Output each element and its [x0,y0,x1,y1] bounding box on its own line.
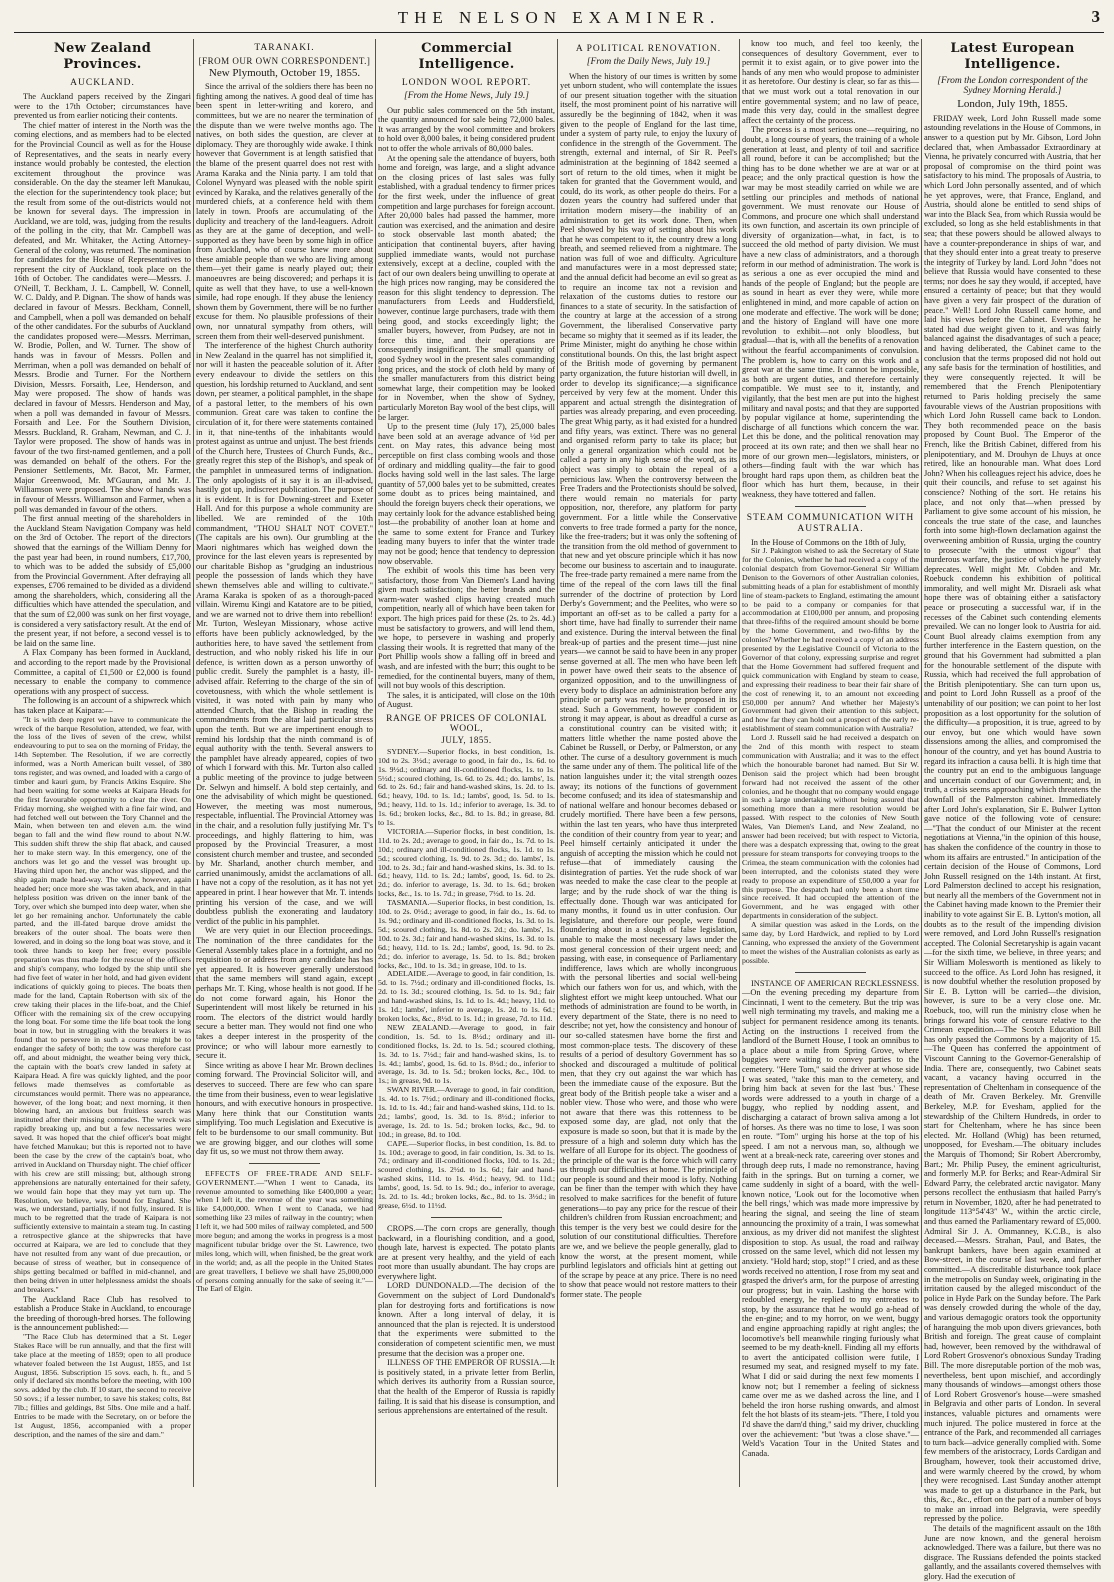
section-heading-european: Latest European Intelligence. [950,41,1075,72]
prices-date: JULY, 1855. [441,735,492,746]
column-5 [742,39,919,1487]
paragraph: ILLNESS OF THE EMPEROR OF RUSSIA.—It is positively stated, in a private letter from Berlin, which derives its authority from a Russian source, that the health of the Emperor of Russia is rapidly failing. It is said that his disease is consumption, and serious apprehensions are entertained of the result. [378,1358,555,1416]
quote-paragraph: A similar question was asked in the Lords, on the same day, by Lord Hardwick, and replied to by Lord Canning, who expressed the anxiety of the Government to meet the wishes of the Australian colonists as early as possible. [742,920,919,965]
column-rule [193,39,194,1487]
source-line: [From the Home News, July 19.] [404,91,529,101]
paragraph: The sales, it is anticipated, will close on the 10th of August. [378,690,555,710]
paragraph: know too much, and feel too keenly, the consequences of desultory Government, ever to permit it to exist again, or to give power into the hands of any men who would propose to administer it as heretofore. Our destiny is clear, so far as this—that we must work out a total renovation in our entire governmental system; and no law of peace, made this very day, could in the smallest degree affect the certainty of the process. [742,39,919,125]
paragraph: The Auckland Race Club has resolved to establish a Produce Stake in Auckland, to encourage the breeding of thorough-bred horses. The following is the announcement published:— [14,1294,191,1333]
column-2 [196,39,373,1487]
paragraph: The chief matter of interest in the North was the coming elections, and as members had to be elected for the Provincial Council as well as for the House of Representatives, and the seats in nearly every instance would probably be contested, the election excitement throughout the province was considerable. On the day the steamer left Manukau, the election for the superintendency took place; but the result from some of the out-districts would not be known for several days. The impression in Auckland, we are told, was, judging from the results of the polling in the city, that Mr. Campbell was defeated, and Mr. Whitaker, the Acting Attorney-General of the colony, was returned. The nomination for candidates for the House of Representatives to represent the city of Auckland, took place on the 16th of October. The candidates were—Messrs. J. O'Neill, T. Beckham, J. L. Campbell, W. Connell, W. C. Daldy, and P. Dignan. The show of hands was declared in favour of Messrs. Beckham, Connell, and Campbell, when a poll was demanded on behalf of the other candidates. For the suburbs of Auckland the candidates proposed were—Messrs. Merriman, W. Brodie, Pollen, and W. Turner. The show of hands was in favour of Messrs. Pollen and Merriman, when a poll was demanded on behalf of Messrs. Brodie and Turner. For the Northern Division, Messrs. Forsaith, Lee, Henderson, and May were proposed. The show of hands was declared in favour of Messrs. Henderson and May, when a poll was demanded in favour of Messrs. Forsaith and Lee. For the Southern Division, Messrs. Buckland, R. Graham, Newman, and C. J. Taylor were proposed. The show of hands was in favour of the two first-named gentlemen, and a poll was demanded on behalf of the others. For the Pensioner Settlements, Mr. Bacot, Mr. Farmer, Major Greenwood, Mr. M'Gauran, and Mr. J. Williamson were proposed. The show of hands was in favour of Messrs. Williamson and Farmer, when a poll was demanded in favour of the others. [14,120,191,514]
source-line: [FROM OUR OWN CORRESPONDENT.] [198,56,371,66]
dateline: New Plymouth, October 19, 1855. [208,66,361,79]
source-line: [From the Daily News, July 19.] [586,57,711,67]
column-rule [921,39,922,1487]
price-entry: CAPE.—Superior flocks, in best condition, 1s. 8d. to 1s. 10d.; average to good, in fair condition, 1s. 3d. to 1s. 7d.; ordinary and ill-conditioned flocks, 10d. to 1s. 2d.; scoured clothing, 1s. 2½d. to 1s. 6d.; fair and hand-washed skins, 11d. to 1s. 4½d.; heavy, 9d. to 11d.; lambs', good, 1s. 5d. to 1s. 9d.; do., inferior to average, 1s. 2d. to 1s. 4d.; broken locks, &c., 8d. to 1s. 3½d.; in grease, 6½d. to 11½d. [378,1138,555,1210]
prices-heading: RANGE OF PRICES OF COLONIAL WOOL, [386,714,547,734]
source-line: [From the London correspondent of the Sydney Morning Herald.] [937,76,1088,96]
shipwreck-quote [14,716,191,1295]
price-entry: TASMANIA.—Superior flocks, in best condition, 1s. 10d. to 2s. 0½d.; average to good, in fair do., 1s. 6d. to 1s. 9d.; ordinary and ill-conditioned flocks, 1s. 3d. to 1s. 5d.; scoured clothing, 1s. 8d. to 2s. 2d.; do. lambs', 1s. 10d. to 2s. 3d.; fair and hand-washed skins, 1s. 3d. to 1s. 6d.; heavy, 11d. to 1s. 2d.; lambs', good, 1s. 9d. to 2s. 2d.; do. inferior to average, 1s. 5d. to 1s. 8d.; broken locks, &c., 10d. to 1s. 3d.; in grease, 10d. to 1s. [378,898,555,970]
page-number: 3 [1091,7,1100,26]
subheading-wool-report: LONDON WOOL REPORT. [401,78,532,88]
masthead [14,6,1104,33]
extract-title: EFFECTS OF FREE-TRADE AND SELF-GOVERNMENT. [196,1168,373,1187]
paragraph: At the opening sale the attendance of buyers, both home and foreign, was large, and a slight advance on the closing prices of last sales was fully established, with a gradual tendency to firmer prices for the first week, under the influence of great competition and large purchases for foreign account. After 20,000 bales had passed the hammer, more caution was exercised, and the animation and desire to stock observable last month abated; the anticipation that continental buyers, after having supplied immediate wants, would not purchase extensively, except at a decline, coupled with the fact of our own dealers being unwilling to operate at the high prices now ranging, may be considered the reason for this slight tendency to depression. The manufacturers from Leeds and Huddersfield, however, continue large purchasers, trade with them being good, and stocks exceedingly light; the smaller buyers, however, from Pudsey, are not in force this time, and their operations are consequently insignificant. The small quantity of good Sydney wool in the present sales commanding long prices, and the stock of cloth held by many of the smaller manufacturers from this district being somewhat large, their competition may be looked for in November, when the show of Sydney, particularly Moreton Bay wool of the best clips, will be larger. [378,153,555,422]
paragraph: CROPS.—The corn crops are generally, though backward, in a flourishing condition, and a good, though late, harvest is expected. The potato plants are at present very healthy, and the yield of each root more than usually abundant. The hay crops are everywhere light. [378,1223,555,1281]
elgin-extract [196,1170,373,1295]
paragraph: Since writing as above I hear Mr. Brown declines coming forward. The Provincial Solicitor will, and deserves to succeed. There are few who can spare the time from their business, even to wear legislative honours, and with executive honours in prospective. Many here think that our Constitution wants simplifying. Too much Legislation and Executive is felt to be burdensome to our small community. But we are growing bigger, and our clothes will some day fit us, so we must not throw them away. [196,1060,373,1157]
subheading-auckland: AUCKLAND. [70,78,135,88]
quote-paragraph: "The Race Club has determined that a St. Leger Stakes Race will be run annually, and that the first will take place at the meeting of 1859; open to all produce whatever foaled between the 1st August, 1855, and 1st August, 1856. Subscription 15 sovs. each, h. ft., and 5 only if declared six months before the meeting, with 100 sovs. added by the club. If 10 start, the second to receive 50 sovs.; if a lesser number, to save his stakes; colts, 8st 7lb.; fillies and geldings, 8st 5lbs. One mile and a half. Entries to be made with the Secretary, on or before the 1st August, 1856, accompanied with a proper description, and the names of the sire and dam." [14,1331,191,1439]
wool-prices [378,748,555,1211]
section-heading-commercial: Commercial Intelligence. [418,41,515,72]
divider [795,506,866,507]
paragraph: The first annual meeting of the shareholders in the Auckland Steam Navigation Company was held on the 3rd of October. The report of the directors showed that the earnings of the William Denny for the past year had been, in round numbers, £17,700, to which was to be added the subsidy of £5,000 from the Provincial Government. After defraying all expenses, £706 remained to be divided as a dividend among the shareholders, which, considering all the difficulties which have attended the speculation, and that the sum of £2,000 was sunk on her first voyage, is considered a very satisfactory result. At the end of the present year, if not before, a second vessel is to be laid on the same line. [14,514,191,648]
paragraph: The process is a most serious one—requiring, no doubt, a long course of years, the training of a whole generation at least, and plenty of toil and sacrifice all round, before it can be accomplished; but the thing has to be done whether we are at war or at peace; and the only practical question is how the war may be most steadily carried on while we are settling our principles and methods of national government. We must renovate our House of Commons, and procure one which shall understand its own function, and ascertain its own principle of diversity of organization—what, in fact, is to succeed the old method of party division. We must have a new class of administrators, and a thorough reform in our method of administration. The work is as serious a one as ever occupied the mind and hands of the people of England; but the people are as sound in heart as ever they were, while more enlightened in mind, and more capable of action on one moderate and effective. The work will be done; and the history of England will have one more revolution to exhibit—not only bloodless, but gradual—that is, with all the benefits of a renovation without the fearful accompaniments of convulsion. The problem is, how to carry on this work and a great war at the same time. It cannot be impossible, as both are urgent duties, and therefore certainly compatible. We must see to it, instantly, and vigilantly, that the best men are put into the highest military and naval posts; and that they are supported by popular vigilance at home, superintending the discharge of all functions which concern the war. Let this be done, and the political renovation may proceed at its own rate; and then we shall hear no more of our grown men—legislators, ministers, or others—finding fault with the war which has brought hard raps upon them, as children beat the floor which has hurt them, because, in their weakness, they have tottered and fallen. [742,125,919,499]
article-auckland [14,92,191,1440]
race-announcement [14,1333,191,1440]
section-heading-nz-provinces: New Zealand Provinces. [53,41,152,72]
subheading-steam-communication: STEAM COMMUNICATION WITH AUSTRALIA. [746,512,915,534]
paragraph: FRIDAY week, Lord John Russell made some astounding revelations in the House of Commons, in answer to a question put by Mr. Gibson, Lord John declared that, when Ambassador Extraordinary at Vienna, he privately concurred with Austria, that her proposal of compromise on the third point was satisfactory to his mind. The proposals of Austria, to which Lord John personally assented, and of which he yet approves, were, that France, England, and Austria, should alone be entitled to send ships of war into the Black Sea, from which Russia would be excluded, so long as she held establishments in that sea; that these powers should be allowed always to have a counter-preponderance in ships of war, and that they should enter into a great treaty to preserve the integrity of Turkey by land. Lord John "does not believe that Russia would have consented to these terms; nor does he say they would, if accepted, have ensured a certainty of peace; but that they would have given a very fair prospect of the duration of peace." Well! Lord John Russell came home, and laid his views before the Cabinet. Everything he stated had due weight given to it, and was fairly balanced against the disadvantages of such a peace; and having deliberated, the Cabinet came to the conclusion that the terms proposed did not hold out any safe basis for the termination of hostilities, and they were consequently rejected. It will be remembered that the French Plenipotentiary returned to Paris holding precisely the same favourable views of the Austrian propositions with which Lord John Russell came back to London. They both recommended peace on the basis proposed by Count Buol. The Emperor of the French, like the British Cabinet, differed from his plenipotentiary, and M. Drouhyn de Lhuys at once retired, like an honourable man. What does Lord John? When his colleagues reject his advice, does he quit their councils, and refuse to set against his conscience? Nothing of the sort. He retains his place, and not only that—when pressed by Parliament to give some account of his mission, he conceals the true state of the case, and launches forth into some high-flown declamation against the overweening ambition of Russia, urging the country to prosecute "with the utmost vigour" that murderous warfare, the justice of which he privately deprecates. Well might Mr. Cobden and Mr. Roebuck condemn his exhibition of political immorality, and well might Mr. Disraeli ask what hope there was of obtaining either a satisfactory peace or prosecuting a successful war, if in the recesses of the Cabinet such contending elements prevailed. We can no longer look to Austria for aid. Count Buol already claims exemption from any further interference in the Eastern question, on the ground that his Government had submitted a plan for the honourable settlement of the dispute with Russia, which had received the full approbation of the British plenipotentiary. She can turn upon us, and point to Lord John Russell as a proof of the untenability of our position; we can point to her lost proposition as a lost opportunity for the solution of the difficulty—a proposition, it is true, agreed to by our envoy, but one which would have sown dissensions among the allies, and compromised the honour of the country, and yet has bound Austria to regard its infraction a causa belli. It is high time that the country put an end to the ambiguous language and uncertain conduct of our Government; and, in truth, a crisis seems approaching which threatens the downfall of the Palmerston cabinet. Immediately after Lord John's explanation, Sir E. Bulwer Lytton gave notice of the following vote of censure:—"That the conduct of our Minister at the recent negotiations at Vienna,"in the opinion of this house, has shaken the confidence of the country in those to whom its affairs are entrusted." In anticipation of the certain decision of the House of Commons, Lord John Russell resigned on the 14th instant. At first, Lord Palmerston declined to accept his resignation, but nearly all the members of the Government not in the Cabinet having made known to the Premier their inability to vote against Sir E. B. Lytton's motion, all doubts as to the result of the impending division were removed, and Lord John Russell's resignation accepted. The Colonial Secretaryship is again vacant—for the sixth time, we believe, in three years; and Sir William Molesworth is mentioned as likely to succeed to the office. As Lord John has resigned, it is now doubtful whether the resolution proposed by Sir E. B. Lytton will be carried—the division, however, is sure to be a very close one. Mr. Roebuck, too, will run the ministry close when he brings forward his vote of censure relative to the Crimean expedition.—The Scotch Education Bill has only passed the Commons by a majority of 15.—The Queen has conferred the appointment of Viscount Canning to the Governor-Generalship of India. There are, consequently, two Cabinet seats vacant, a vacancy having occurred in the representation of Cheltenham in consequence of the death of Mr. Craven Berkeley. Mr. Grenville Berkeley, M.P. for Evesham, applied for the stewardship of the Chiltern Hundreds, in order to start for Cheltenham, where he has since been elected. Mr. Holland (Whig) has been returned, unopposed, for Evesham.—The obituary includes the Marquis of Thomond; Sir Robert Abercromby, Bart.; Mr. Philip Pusey, the eminent agriculturist, and formerly M.P. for Berks; and Rear-Admiral Sir Edward Parry, the celebrated arctic navigator. Many persons recollect the enthusiasm that hailed Parry's return in November, 1820, after he had penetrated to longitude 113°54′43″ W., within the arctic circle, and thus earned the Parliamentary reward of £5,000. Admiral Sir J. A. Ommanney, K.C.B., is also deceased.—Messrs. Strahan, Paul, and Bates, the bankrupt bankers, have been again examined at Bow-street, in the course of last week, and further committed.—A discreditable disturbance took place in the metropolis on Sunday week, originating in the irritation caused by the alleged misconduct of the police in Hyde Park on the Sunday before. The Park was densely crowded during the whole of the day, and various demagogic orators took the opportunity of haranguing the mob upon divers grievances, both British and foreign. The great cause of complaint had, however, been removed by the withdrawal of Lord Robert Grosvenor's obnoxious Sunday Trading Bill. The more disreputable portion of the mob was, nevertheless, bent upon mischief, and accordingly many thousands of windows—amongst others those of Lord Robert Grosvenor's house—were smashed in Belgravia and other parts of London. In several instances, valuable pictures and ornaments were much injured. The police mustered in force at the entrance of the Park, and recommended all carriages to turn back—advice generally complied with. Some few members of the aristocracy, Lords Cardigan and Brougham, however, took their accustomed drive, and were warmly cheered by the crowd, by whom they were recognised. Last Sunday another attempt was made to get up a disturbance in the Park, but this, &c., &c., effort on the part of a number of boys to make an inroad into Belgravia, were speedily repressed by the police. [924,113,1101,1524]
column-4 [560,39,737,1487]
paragraph: In the House of Commons on the 18th of July, [751,537,906,547]
extract-text: —"When I went to Canada, its revenue amounted to something like £400,000 a year; when I left it, the revenue of the year was something like £4,000,000. When I went to Canada, we had something like 23 miles of railway in the country; when I left it, we had 500 miles of railway completed, and 500 more begun; and among the works in progress is a most magnificent tubular bridge over the St. Lawrence, two miles long, which will, when finished, be the great work in the world; and, as all the people in the United States are great travellers, I believe we shall have 25,000,000 of persons coming annually for the sake of seeing it."—The Earl of Elgin. [196,1177,373,1294]
columns [14,39,1104,1582]
column-6 [924,39,1101,1582]
paragraph: The Auckland papers received by the Zingari were to the 17th October; circumstances have prevented us from earlier noticing their contents. [14,92,191,121]
paragraph: Since the arrival of the soldiers there has been no fighting among the natives. A good deal of time has been spent in letter-writing and korero, and committees, but we are no nearer the termination of the dispute than we were twelve months ago. The natives, on both sides the question, are clever at diplomacy. They are thoroughly wide awake. I think however that Government is at length satisfied that the blame of the present quarrel does not rest with Arama Karaka and the Ninia party. I am told that Colonel Wynyard was pleased with the noble spirit evinced by Karaka, and the relatives generally of the murdered chiefs, at a conference held with them lately in town. Proofs are accumulating of the duplicity and treachery of the land-leaguers. Adroit as they are at the game of deception, and well-supported as they have been by some high in office from Auckland, who of course knew more about these amiable people than we who are living among them—yet their game is nearly played out; their manoeuvres are being discovered; and perhaps it is quite as well that they have, to use a well-known simile, had rope enough. If they abuse the leniency shown them by Government, there will be no further excuse for them. No plausible professions of their own, nor unnatural sympathy from others, will screen them from their well-deserved punishment. [196,82,373,341]
paragraph: A Flax Company has been formed in Auckland, and according to the report made by the Provisional Committee, a capital of £1,500 or £2,000 is found necessary to enable the company to commence operations with any prospect of success. [14,648,191,696]
column-rule [557,39,558,1487]
paragraph: We are very quiet in our Election proceedings. The nomination of the three candidates for the General Assembly takes place in a fortnight, and no requisition to or address from any candidate has has yet appeared. It is however generally understood that the same members will stand again, except perhaps Mr. T. King, whose health is not good. If he do not come forward again, his Honor the Superintendent will most likely be returned in his room. The electors of the district would hardly secure a better man. They would not find one who takes a deeper interest in the prosperity of the province; or who will labour more earnestly to secure it. [196,926,373,1061]
newspaper-title: THE NELSON EXAMINER. [397,8,721,27]
price-entry: SWAN RIVER.—Average to good, in fair condition, 1s. 4d. to 1s. 7½d.; ordinary and ill-conditioned flocks, 1s. 1d. to 1s. 4d.; fair and hand-washed skins, 11d. to 1s. 2d.; lambs', good, 1s. 3d. to 1s. 8½d.; inferior to average, 1s. 2d. to 1s. 5d.; broken locks, &c., 9d. to 10d.; in grease, 8d. to 10d. [378,1085,555,1139]
subheading-taranaki: TARANAKI. [254,43,315,53]
quote-paragraph: "It is with deep regret we have to communicate the wreck of the barque Resolution, attended, we fear, with the loss of the lives of seven of the crew, whilst endeavouring to put to sea on the morning of Friday, the 14th September. The Resolution, if we are correctly informed, was a North American built vessel, of 380 tons register, and was owned, and loaded with a cargo of timber and kauri gum, by Francis Atkins Esquire. She had been waiting for some weeks at Kaipara Heads for the first favourable opportunity to clear the river. On Friday morning, she weighed with a fine fair wind, and had fetched well out between the Tory Channel and the Main, when between ten and eleven a.m. the wind began to fall and the wind flew round to about N.W. This sudden shift threw the ship flat aback, and caused her to make stern way. In this emergency, one of the anchors was let go and the vessel was brought up. Having third upon her, the anchor was slipped, and the ship again made head-way. The wind, however, again headed her; once more she was taken aback, and in that helpless position was driven on the inner bank of the Tory, over which she bumped into deep water, when she let go her remaining anchor. Unfortunately the cable parted, and the ill-fated barque drove amidst the breakers of the outer shoal. The boats were then lowered, and in doing so the long boat was stove, and it took three hands to keep her free; every possible preparation was thus made for the rescue of the officers and ship's company, who lodged by the ship until she had five feet of water in her hold, and had given evident indications of quickly going to pieces. The boats then made for the land, Captain Robertson with six of the crew taking their places in the life-boat, and the Chief Officer with the remaining six of the crew occupying the long boat. For some time the life boat took the long boat in tow, but in struggling with the breakers it was found that to persevere in such a course might be to endanger the safety of both; the tow was therefore cast off, and about midnight, the weather being very thick, the captain with the boat's crew landed in safety at Kaipara Head. A fire was quickly lighted, and the poor fellows made themselves as comfortable as circumstances would permit. There was no appearance, however, of the long boat; and next morning, it then blowing hard, an anxious but fruitless search was instituted after their missing comrades. The wreck was rapidly breaking up, and but a few necessaries were saved. It was hoped that the chief officer's boat might have fetched Manukau; but this is reported not to have been the case by the crew of the captain's boat, who arrived in Auckland on Thursday night. The chief officer with his crew are still missing; but, although strong apprehensions are naturally entertained for their safety, we would fain hope that they may yet turn up. The Resolution, we believe, was bound for England. She was, we understand, partially, if not fully, insured. It is much to be regretted that the trade of Kaipara is not sufficiently extensive to maintain a steam tug. In casting a retrospective glance at the shipwrecks that have occurred at Kaipara, we are led to conclude that they have not resulted from any want of due precaution, or because of stress of weather, but in consequence of ships getting becalmed or baffled in mid-channel, and then being driven in utter helplessness amidst the shoals and breakers." [14,714,191,1294]
paragraph: Our public sales commenced on the 5th instant, the quantity announced for sale being 72,000 bales. It was arranged by the wool committee and brokers to hold over 8,000 bales, it being considered prudent not to offer the whole arrivals of 80,000 bales. [378,105,555,153]
price-entry: VICTORIA.—Superior flocks, in best condition, 1s. 11d. to 2s. 2d.; average to good, in fair do., 1s. 7d. to 1s. 10d.; ordinary and ill-conditioned flocks, 1s. 1d. to 1s. 5d.; scoured clothing, 1s. 9d. to 2s. 3d.; do. lambs', 1s. 10d. to 2s. 3d.; fair and hand-washed skins, 1s. 3d. to 1s. 6d.; heavy, 11d. to 1s. 2d.; lambs', good, 1s. 6d. to 2s. 2d.; do. inferior to average, 1s. 3d. to 1s. 6d.; broken locks, &c., 1s. to 1s. 7d.; in grease, 7½d. to 1s. 2d. [378,826,555,899]
paragraph: LORD DUNDONALD.—The decision of the Government on the subject of Lord Dundonald's plan for destroying forts and fortifications is now known. After a long interval of delay, it is announced that the plan is rejected. It is understood that the experiments were submitted to the consideration of competent scientific men, we must presume that the decision was a proper one. [378,1281,555,1358]
price-entry: ADELAIDE.—Average to good, in fair condition, 1s. 5d. to 1s. 7½d.; ordinary and ill-conditioned flocks, 1s. 2d. to 1s. 3d.; scoured clothing, 1s. 5d. to 1s. 9d.; fair and hand-washed skins, 1s. 1d. to 1s. 4d.; heavy, 11d. to 1s. 1d.; lambs', inferior to average, 1s. 2d. to 1s. 6d.; broken locks, &c., 8½d. to 1s. 1d.; in grease, 7d. to 11d. [378,969,555,1023]
paragraph: When the history of our times is written by some yet unborn student, who will contemplate the issues of our present situation together with the situation itself, the most prominent point of his narrative will assuredly be the beginning of 1842, when it was given to the people of England for the last time, under a system of party rule, to enjoy the luxury of confidence in the strength of the Government. The strength, external and internal, of Sir R. Peel's administration at the beginning of 1842 seemed a sort of return to the old times, when it might be taken for granted that the Government would, and could, do its work, as other people do theirs. For a dozen years the country had suffered under that irritation modern misery—the inability of an administration to get its work done. Then, when Peel showed by his way of setting about his work that he was competent to it, the country drew a long breath, and seemed relieved from a nightmare. The nation was full of woe and difficulty. Agriculture and manufactures were in a most depressed state; and the annual deficit had become an evil so great as to require an income tax not a revision and relaxation of the customs duties to restore our finances to a state of security. In the satisfaction of the country at large at the accession of a strong Government, the liberalised Conservative party became so mighty that it seemed as if its leader, the Prime Minister, might do anything he chose within constitutional bounds. On this, the last bright aspect of the British mode of governing by permanent party organization, the future historian will dwell, in order to develop its significance;—a significance perceived by very few at the moment. Under this apparent and actual strength the disintegration of parties was already preparing, and even proceeding. The great Whig party, as it had existed for a hundred and fifty years, was extinct. There was no general and organised reform party to take its place; but only a general organization which could not be called a party in any high sense of the word, as its object was simply to obtain the repeal of a pernicious law. When the controversy between the Free Traders and the Protectionists should be solved, there would remain no materials for party opposition, nor, therefore, any platform for party government. For a little while the Conservative converts to free trade formed a party for the nonce, like the free-traders; but it was only the softening of the transition from the old method of government to that new and yet obscure principle which it has now become our business to ascertain and to inaugurate. The free-trade party remained a mere name from the time of the repeal of the corn laws till the final surrender of the doctrine of protection by Lord Derby's Government; and the Peelites, who were so important an off-set as to be called a party for a short time, have had finally to surrender their name and existence. During the interval between the final break-up of parties and the present time—just nine years—we cannot be said to have been in any proper sense governed at all. The men who have been left in power have owed their seats to the absence of organized opposition, and to the unwillingness of every body to displace an administration before any principle or party was ready to be proposed in its stead. Such a Government, however confident or strong it may appear, is about as dreadful a curse as a constitutional country can be visited with; it matters little whether the name posted above the Cabinet be Russell, or Derby, or Palmerston, or any other. The curse of a desultory government is much the same under any of them. The political life of the nation languishes under it; the vital strength oozes away; its notions of the functions of government become confused; and its idea of statesmanship and of national welfare and honour becomes debased or crudely mortified. There have been a few persons, within the last ten years, who have thus interpreted the condition of their country from year to year; and Peel himself certainly anticipated it under the anguish of accepting the mission which he could not refuse—that of immediately causing the disintegration of parties. Yet the rude shock of war was needed to make the case clear to the people at large; and by the rude shock of war the thing is effectually done. Though war was anticipated for many months, it found us in utter confusion. Our legislature, and therefore our people, were found floundering about in a slough of false legislation, unable to make the most necessary laws under the most general concession of their urgent need; and passing, with ease, in consequence of Parliamentary indifference, laws which are wholly incongruous with the personal liberties and social well-being which our fathers won for us, and which, with the slightest effort we might keep untouched. What our methods of administration are found to be worth, in every department of the State, there is no need to describe; not yet, how the consistency and honour of our so-called statesmen have borne the first and most common-place tests. The discovery of these results of a period of desultory Government has so shocked and discouraged a multitude of political men, that they cry out against the war which has been the immediate cause of the exposure. But the great body of the British people take a wiser and a nobler view. Those who were, and those who were not aware that there was this rottenness to be exposed some day, are glad, not only that the exposure is made so soon, but that it is made by the pressure of a high and solemn duty which has the welfare of all Europe for its object. The goodness of the principle of the war is the force which will carry us through our difficulties at home. The principle of our people is sound and their mood is lofty. Nothing can be finer than the temper with which they have resolved to make sacrifices for the benefit of future generations—to pay any price for the rescue of their children's children from Russian encroachment; and this temper is the very best we could desire for the solution of our constitutional difficulties. Therefore are we, and we believe the people generally, glad to know the worst, at the present moment, while purblind legislators and officials hint at getting out of the scrape by peace at any price. There is no need to show that peace would not restore matters to their former state. The people [560,71,737,1299]
paragraph: The exhibit of wools this time has been very satisfactory, those from Van Diemen's Land having given much satisfaction; the better brands and the warm-water washed clips having created much competition, nearly all of which have been taken for export. The high prices paid for these (2s. to 2s. 4d.) must be satisfactory to growers, and will lend them, we hope, to persevere in washing and properly classing their wools. It is regretted that many of the Port Phillip wools show a falling off in breed and wash, and are infested with the burr; this ought to be remedied, for the continental buyers, many of them, will not buy wools of this description. [378,566,555,691]
paragraph: The interference of the highest Church authority in New Zealand in the quarrel has not simplified it, nor will it hasten the peaceable solution of it. After every endeavour to divide the settlers on this question, his lordship returned to Auckland, and sent down, per steamer, a political pamphlet, in the shape of a pastoral letter, to the members of his own communion. Great care was taken to confine the circulation of it, for there were statements contained in it, that nine-tenths of the inhabitants would protest against as untrue and unjust. The best friends of the Church here, Trustees of Church Funds, &c., greatly regret this step of the Bishop's, and speak of the pamphlet in unmeasured terms of indignation. The only apologists of it say it is an ill-advised, hastily got up, indiscreet publication. The purpose of it is evident. It is for Downing-street and Exeter Hall. And for this purpose a whole community are libelled. We are reminded of the 10th commandment, "THOU SHALT NOT COVET." (The capitals are his own). Our grumbling at the Maori nightmares which has weighed down the province for the last eleven years is represented by our charitable Bishop as "grudging an industrious people the possession of lands which they have shewn themselves able and willing to cultivate." Arama Karaka is spoken of as a thorough-paced villain. Wiremu Kingi and Katatore are to be pitied, and we are warned not to drive them into rebellion! Mr. Turton, Wesleyan Missionary, whose active efforts have been publicly acknowledged, by the authorities here, to have saved 'the settlement from destruction, and who nobly risked his life in our defence, is written down as a person unworthy of public credit. Surely the pamphlet is a hasty, ill-advised affair. Referring to the charge of the sin of covetousness, with which the whole settlement is visited, it was noted with pain by many who attended Church, that the Bishop in reading the commandments from the altar laid particular stress upon the tenth. But we are impertinent enough to remind his lordship that the ninth command is of equal authority with the tenth. Several answers to the pamphlet have already appeared, copies of two of which I forward with this. Mr. Turton also called a public meeting of the province to judge between Dr. Selwyn and himself. A bold step certainly, and one the advisability of which might be questioned. However, the meeting was most numerous, respectable, influential. The Provincial Attorney was in the chair, and a resolution fully justifying Mr. T's proceedings, and highly flattering to him, was proposed by the Provincial Treasurer, a most consistent church member and trustee, and seconded by Mr. Sharland, another church member, and carried unanimously, amidst the acclamations of all. I have not a copy of the resolution, as it has not yet appeared in print. I hear however that Mr. T. intends printing his version of the case, and we will doubtless publish the exonerating and laudatory verdict of the public in his pamphlet. [196,341,373,926]
dateline: London, July 19th, 1855. [957,98,1068,111]
column-3 [378,39,555,1487]
quote-paragraph: Lord J. Russell said he had received a despatch on the 2nd of this month with respect to steam communication with Australia; and it was to the effect which the honourable baronet had named. But Sir W. Denison said the project which had been brought forward had not received the assent of the other colonies, and he thought that no company would engage in such a large undertaking without being assured that something more than a mere resolution would be passed. With respect to the colonies of New South Wales, Van Diemen's Land, and New Zealand, no answer had been received; but with respect to Victoria, there was a despatch expressing that, owing to the great pressure for steam transports for conveying troops to the Crimea, the steam communication with the colonies had been interrupted, and the colonists stated they were ready to propose an expenditure of £50,000 a year for this purpose. The despatch had only been a short time since received. It had occupied the attention of the Government, and he was engaged with other departments in consideration of the subject. [742,733,919,921]
column-rule [375,39,376,1487]
parliament-report [742,547,919,966]
subheading-political-renovation: A POLITICAL RENOVATION. [575,44,722,54]
paragraph: The details of the magnificent assault on the 18th June are now known, and the general heroism acknowledged. There was a failure, but there was no disgrace. The Russians defended the points stacked gallantly, and the assailants covered themselves with glory. Had the execution of [924,1524,1101,1582]
paragraph: INSTANCE OF AMERICAN RECKLESSNESS.—On the evening preceding my departure from Cincinnati, I went to the cemetery. But the trip was well nigh terminating my travels, and making me a subject for permanent residence among its tenants. Acting on the instructions I received from the landlord of the Burnett House, I took an omnibus to a place about a mile from Spring Grove, where buggies were waiting to convey parties to the cemetery. "Here Tom," said the driver at whose side I was seated, "take this man to the cemetery, and bring him back at seven for the last 'bus.' These words were addressed to a youth in charge of a buggy, who replied by nodding assent, and discharging a cataract of brown saliva among a lot of horses. As there was no time to lose, I was soon en route. "Tom" urging his horse at the top of his speed. I am not a nervous man, so, although we went at a break-neck rate, careering over stones and through deep ruts, I made no remonstrance, having faith in the springs. But on turning a corner, we came suddenly in sight of a board, with the well-known notice, 'Look out for the locomotive when the bell rings,' which was made more impressive by hearing the signal, and seeing the line of steam announcing the proximity of a train, I was somewhat anxious, as my driver did not manifest the slightest disposition to stop. As usual, the road and railway crossed on the same level, which did not lessen my anxiety. "Hold hard; stop, stop!" I cried, and as these words received no attention, I rose from my seat and grasped the driver's arm, for the purpose of arresting our progress; but in vain. Lashing the horse with redoubled energy, he replied to my entreaties to stop, by the assurance that he would go a-head of the en-gine; and to my horror, on we went, buggy and engine approaching rapidly at right angles; the locomotive's bell meanwhile ringing furiously what seemed to be my death-knell. Finding all my efforts to avert the anticipated collision were futile, I resumed my seat, and resigned myself to my fate. What I did or said during the next few moments I know not; but I remember a feeling of sickness came over me as we dashed across the line, and I beheld the iron horse rushing onwards, and almost felt the hot blasts of its steam-jets. "There, I told you I'd shave the darn'd thing," said my driver, chuckling over the achievement: "but 'twas a close shave."—Weld's Vacation Tour in the United States and Canada. [742,978,919,1458]
quote-paragraph: Sir J. Pakington wished to ask the Secretary of State for the Colonies, whether he had received a copy of the colonial despatch from Governor-General Sir William Denison to the Governors of other Australian colonies, submitting heads of a plan for establishment of monthly line of steam-packets to England, estimating the amount to be paid to a company or companies for that accommodation at £100,000 per annum, and proposing that three-fifths of the required amount should be borne by the home Government, and two-fifths by the colonies? Whether he had received a copy of an address presented by the Legislative Council of Victoria to the Governor of that colony, expressing surprise and regret that the Home Government had suffered frequent and quick communication with England by steam to cease, and expressing their readiness to bear their fair share of the cost of renewing it, to an amount not exceeding £50,000 per annum? And whether her Majesty's Government had given their attention to this subject, and how far they can hold out a prospect of the early re-establishment of steam communication with Australia? [742,546,919,734]
divider [431,1217,502,1218]
paragraph: The following is an account of a shipwreck which has taken place at Kaipara:— [14,696,191,715]
divider [795,972,866,973]
column-rule [739,39,740,1487]
divider [249,1163,320,1164]
price-entry: NEW ZEALAND.—Average to good, in fair condition, 1s. 5d. to 1s. 8½d.; ordinary and ill-conditioned flocks, 1s. 2d. to 1s. 5d.; scoured clothing, 1s. 3d. to 1s. 7½d.; fair and hand-washed skins, 1s. to 1s. 4d.; lambs', good, 1s. 6d. to 1s. 8½d.; do., inferior to average, 1s. 3d. to 1s. 5d.; broken locks, &c., 10d. to 1s.; in grease, 9d. to 1s. [378,1022,555,1086]
column-1 [14,39,191,1487]
price-entry: SYDNEY.—Superior flocks, in best condition, 1s. 10d to 2s. 3½d.; average to good, in fair do., 1s. 6d. to 1s. 9½d.; ordinary and ill-conditioned flocks, 1s. to 1s. 5½d.; scoured clothing, 1s. 6d. to 2s. 4d.; do. lambs', 1s. 6d. to 2s. 6d.; fair and hand-washed skins, 1s. 2d. to 1s. 6d.; heavy, 10d. to 1s. 1d.; lambs', good, 1s. 5d. to 1s. 9d.; heavy, 11d. to 1s. 1d.; inferior to average, 1s. 3d. to 1s. 6d.; broken locks, &c., 8d. to 1s. 8d.; in grease, 8d. to 1s. [378,746,555,828]
paragraph: Up to the present time (July 17), 25,000 bales have been sold at an average advance of ½d per cent. on May rates, this advance being most perceptible on first class combing wools and those of ordinary and middling quality—the fair to good flocks having sold well in the last sales. The large quantity of 57,000 bales yet to be submitted, creates some doubt as to prices being maintained, and should the foreign buyers check their operations, we may certainly look for the advance established being lost—the probability of another loan at home and the same to some extent for France and Turkey leading many buyers to infer that the winter trade may not be good; hence that tendency to depression now observable. [378,422,555,566]
